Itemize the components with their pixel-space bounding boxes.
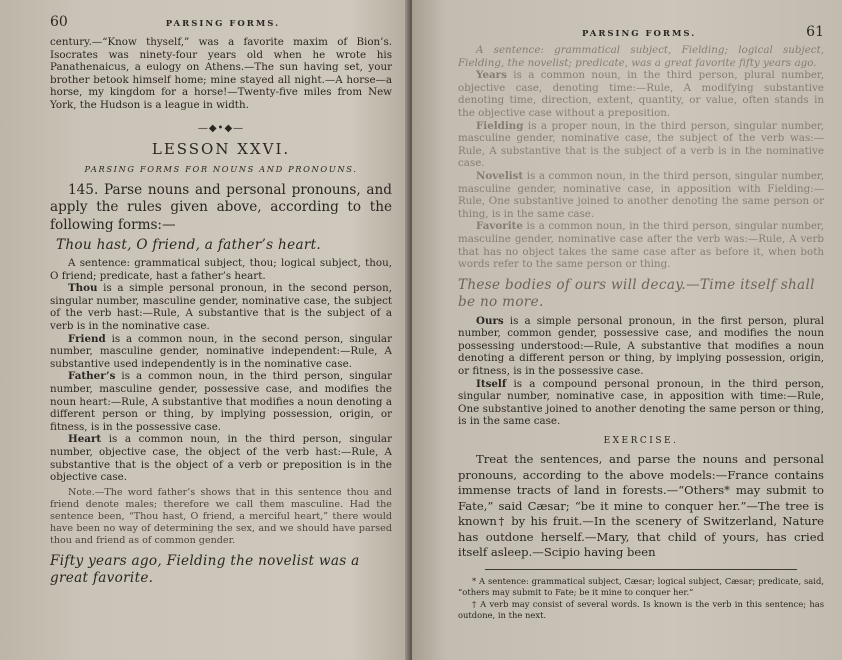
faded-upper-section [458,44,824,311]
parsing-entry: Novelist is a common noun, in the third person, singular number, masculine gender, nominative case, in apposition with Fielding:—Rule, One substantive joined to another denoting the same person or thing, is in the same case. [458,169,824,220]
parsing-entry: Thou is a simple personal pronoun, in the second person, singular number, masculine gender, nominative case, the subject of the verb hast:—Rule, A substantive that is the subject of a verb is in the nominative case. [50,282,392,333]
exercise-heading: EXERCISE. [603,436,679,447]
lesson-title: LESSON XXVI. [151,139,291,158]
sentence-analysis: A sentence: grammatical subject, thou; logical subject, thou, O friend; predicate, hast a father’s heart. [50,257,392,282]
parsing-entries-right [458,315,824,428]
footnote-rule [485,569,796,570]
instruction-paragraph: 145. Parse nouns and personal pronouns, and apply the rules given above, according to the following forms:— [50,181,392,233]
parsing-entries-left [50,282,392,484]
left-running-head [50,14,392,30]
example-sentence-1: Thou hast, O friend, a father’s heart. [56,237,322,254]
right-running-head [458,24,824,40]
left-page-number: 60 [50,14,68,30]
example-sentence-2: Fifty years ago, Fielding the novelist was a great favorite. [50,552,360,586]
parsing-entry: Years is a common noun, in the third person, plural number, objective case, denoting time:—Rule, A modifying substantive denoting time, direction, extent, quantity, or value, often stands in the objective case without a preposition. [458,69,824,119]
footnote: † A verb may consist of several words. Is known is the verb in this sentence; has outdone, in the next. [458,598,824,621]
lesson-subtitle: PARSING FORMS FOR NOUNS AND PRONOUNS. [84,163,358,174]
parsing-entry: Fielding is a proper noun, in the third person, singular number, masculine gender, nominative case, the subject of the verb was:—Rule, A substantive that is the subject of a verb is in the nominative case. [458,119,824,170]
right-page [412,0,842,660]
sentence-analysis-2: A sentence: grammatical subject, Fielding; logical subject, Fielding, the novelist; predicate, was a great favorite fifty years ago. [458,44,824,69]
left-running-title: PARSING FORMS. [165,19,281,29]
parsing-entry: Heart is a common noun, in the third person, singular number, objective case, the object of the verb hast:—Rule, A substantive that is the object of a verb or preposition is in the objective case. [50,433,392,484]
continuation-paragraph: century.—“Know thyself,” was a favorite maxim of Bion’s. Isocrates was ninety-four years old when he wrote his Panathenaicus, a eulogy on Athens.—The sun having set, your brother betook himself home; mine stayed all night.—A horse—a horse, my kingdom for a horse!—Twenty-five miles from New York, the Hudson is a league in width. [50,36,392,111]
section-ornament: —◆•◆— [197,122,245,134]
exercise-paragraph: Treat the sentences, and parse the nouns and personal pronouns, according to the above models:—France contains immense tracts of land in forests.—“Others* may submit to Fate,” said Cæsar; “be it mine to conquer her.”—The tree is known† by his fruit.—In the scenery of Switzerland, Nature has outdone herself.—Mary, that child of yours, has cried itself asleep.—Scipio having been [458,452,824,560]
example-sentence-3: These bodies of ours will decay.—Time itself shall be no more. [458,276,815,310]
note-paragraph: Note.—The word father’s shows that in this sentence thou and friend denote males; therefore we call them masculine. Had the sentence been, “Thou hast, O friend, a merciful heart,” there would have been no way of determining the sex, and we should have parsed thou and friend as of common gender. [50,486,392,546]
right-page-number: 61 [806,24,824,40]
right-running-title: PARSING FORMS. [581,29,697,39]
parsing-entry: Ours is a simple personal pronoun, in the first person, plural number, common gender, possessive case, and modifies the noun possessing understood:—Rule, A substantive that modifies a noun denoting a different person or thing, by implying possession, origin, or fitness, is in the possessive case. [458,314,824,378]
parsing-entry: Favorite is a common noun, in the third person, singular number, masculine gender, nominative case after the verb was:—Rule, A verb that has no object takes the same case after as before it, when both words refer to the same person or thing. [458,220,824,271]
footnote: * A sentence: grammatical subject, Cæsar; logical subject, Cæsar; predicate, said, “others may submit to Fate; be it mine to conquer her.” [458,575,824,598]
parsing-entry: Father’s is a common noun, in the third person, singular number, masculine gender, possessive case, and modifies the noun heart:—Rule, A substantive that modifies a noun denoting a different person or thing, by implying possession, origin, or fitness, is in the possessive case. [50,370,392,433]
parsing-entry: Itself is a compound personal pronoun, in the third person, singular number, nominative case, in apposition with time:—Rule, One substantive joined to another denoting the same person or thing, is in the same case. [458,377,824,428]
parsing-entry: Friend is a common noun, in the second person, singular number, masculine gender, nominative independent:—Rule, A substantive used independently is in the nominative case. [50,332,392,370]
left-page [0,0,412,660]
